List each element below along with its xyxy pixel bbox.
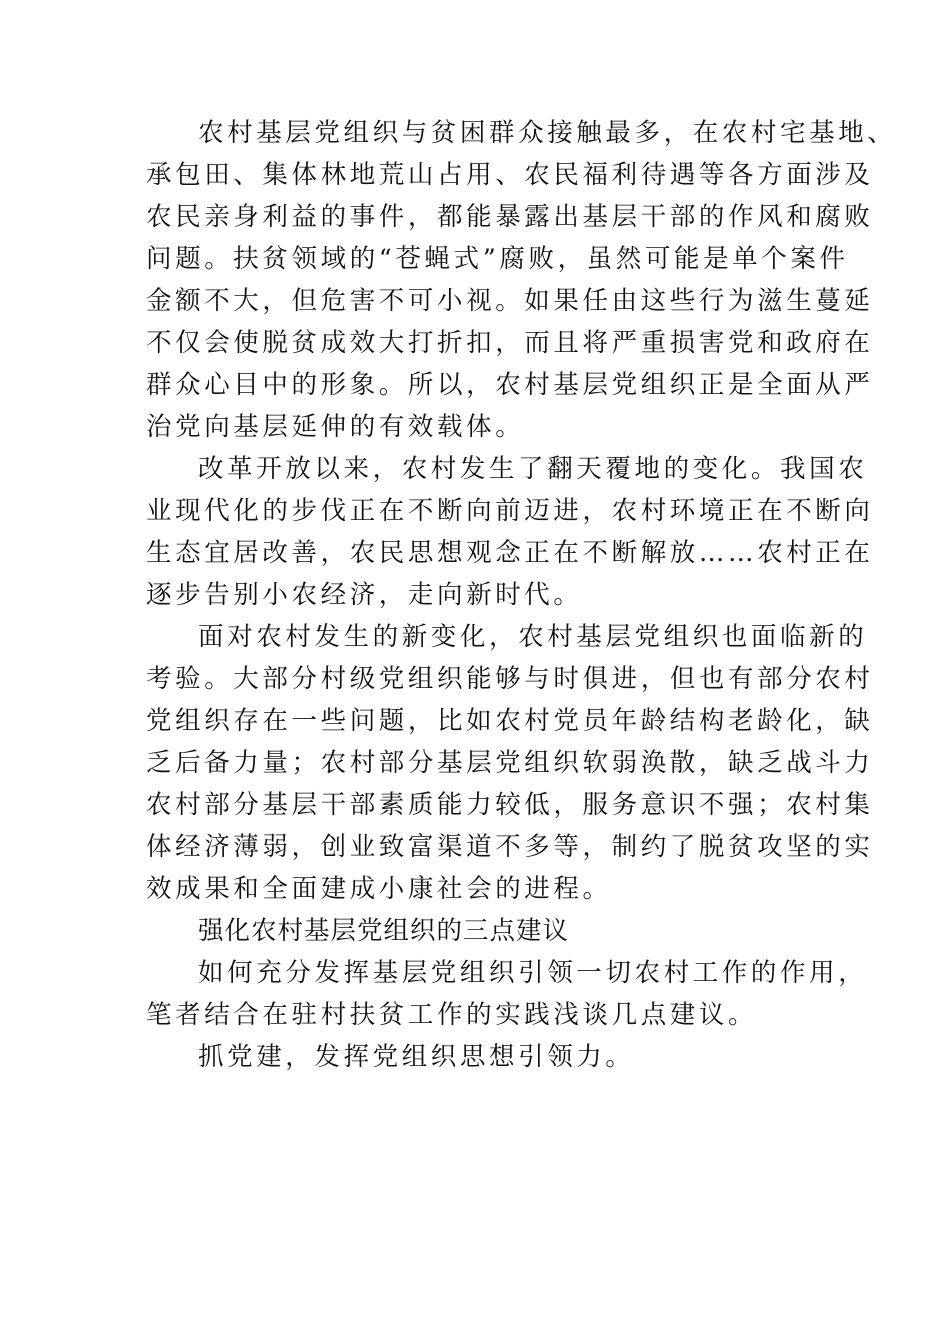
text-line: 农村部分基层干部素质能力较低，服务意识不强；农村集 [146,790,874,820]
text-line: 问题。扶贫领域的“苍蝇式”腐败，虽然可能是单个案件 [146,244,849,274]
text-line: 效成果和全面建成小康社会的进程。 [146,874,612,904]
text-line: 金额不大，但危害不可小视。如果任由这些行为滋生蔓延 [146,286,874,316]
text-line: 如何充分发挥基层党组织引领一切农村工作的作用， [198,958,868,988]
text-line: 强化农村基层党组织的三点建议 [198,916,570,946]
text-line: 改革开放以来，农村发生了翻天覆地的变化。我国农 [198,454,868,484]
paragraph-5 [146,1036,810,1078]
text-line: 体经济薄弱，创业致富渠道不多等，制约了脱贫攻坚的实 [146,832,874,862]
text-line: 不仅会使脱贫成效大打折扣，而且将严重损害党和政府在 [146,328,874,358]
text-line: 农村基层党组织与贫困群众接触最多，在农村宅基地、 [198,118,897,148]
text-line: 群众心目中的形象。所以，农村基层党组织正是全面从严 [146,370,874,400]
text-line: 面对农村发生的新变化，农村基层党组织也面临新的 [198,622,868,652]
text-line: 乏后备力量；农村部分基层党组织软弱涣散，缺乏战斗力 [146,748,874,778]
text-line: 生态宜居改善，农民思想观念正在不断解放……农村正在 [146,538,874,568]
document-body [146,112,897,1078]
paragraph-2 [146,448,874,616]
text-line: 承包田、集体林地荒山占用、农民福利待遇等各方面涉及 [146,160,874,190]
paragraph-4 [146,952,868,1036]
text-line: 逐步告别小农经济，走向新时代。 [146,580,583,610]
text-line: 笔者结合在驻村扶贫工作的实践浅谈几点建议。 [146,1000,758,1030]
paragraph-3 [146,616,874,910]
text-line: 党组织存在一些问题，比如农村党员年龄结构老龄化，缺 [146,706,874,736]
section-heading [146,910,810,952]
text-line: 考验。大部分村级党组织能够与时俱进，但也有部分农村 [146,664,874,694]
text-line: 农民亲身利益的事件，都能暴露出基层干部的作风和腐败 [146,202,874,232]
paragraph-1 [146,112,897,448]
text-line: 治党向基层延伸的有效载体。 [146,412,525,442]
text-line: 业现代化的步伐正在不断向前迈进，农村环境正在不断向 [146,496,874,526]
text-line: 抓党建，发挥党组织思想引领力。 [198,1042,635,1072]
